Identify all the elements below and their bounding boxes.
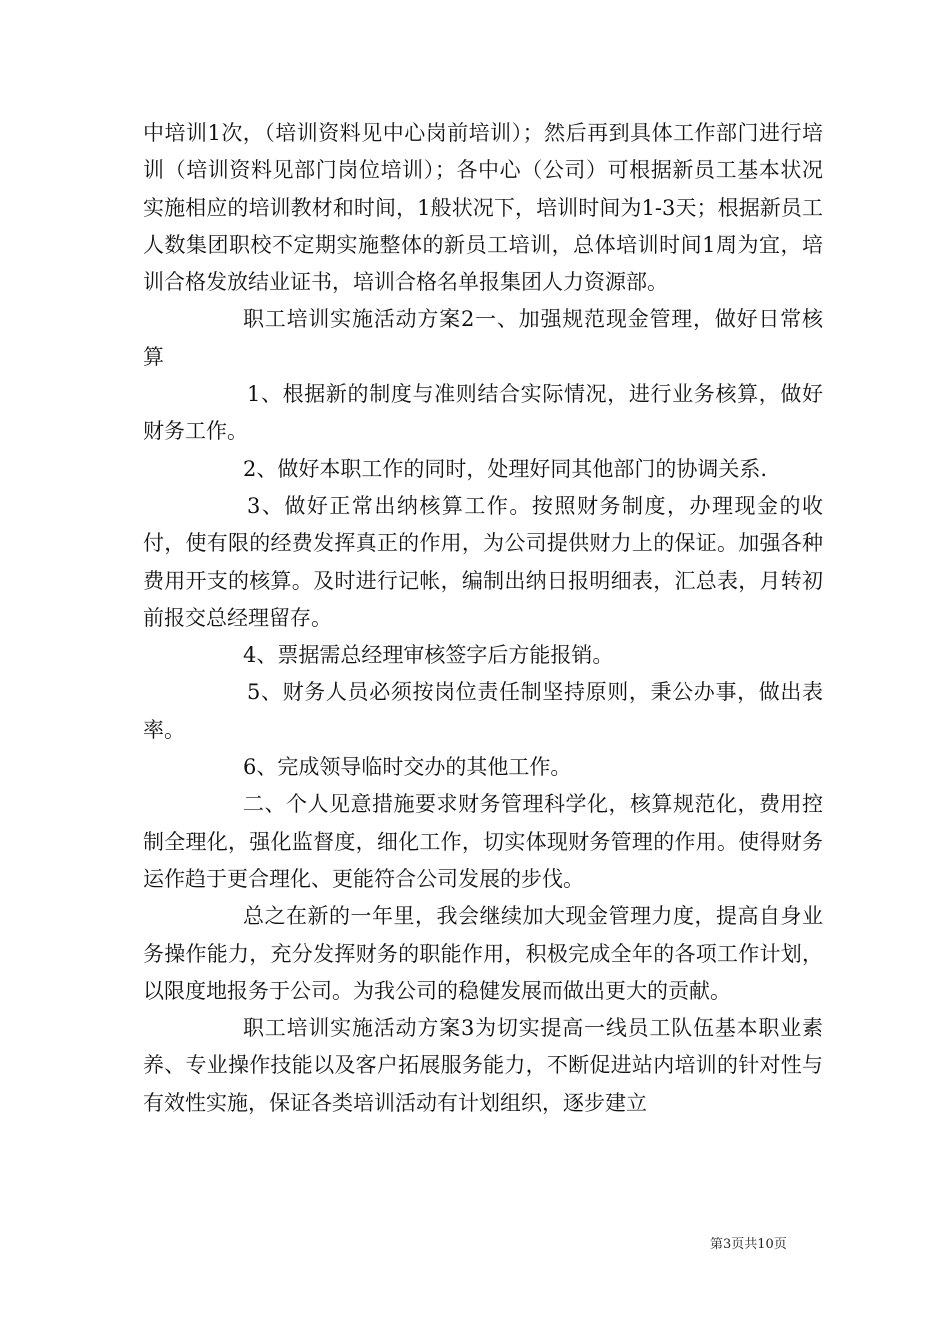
paragraph-plan-3-intro: 职工培训实施活动方案3为切实提高一线员工队伍基本职业素养、专业操作技能以及客户拓展服务能力，不断促进站内培训的针对性与有效性实施，保证各类培训活动有计划组织，逐步建立 (143, 1016, 823, 1115)
paragraph-item-5: 5、财务人员必须按岗位责任制坚持原则，秉公办事，做出表率。 (143, 680, 823, 742)
page-number-footer: 第3页共10页 (710, 1237, 787, 1252)
paragraph-section-2: 二、个人见意措施要求财务管理科学化，核算规范化，费用控制全理化，强化监督度，细化工作，切实体现财务管理的作用。使得财务运作趋于更合理化、更能符合公司发展的步伐。 (143, 792, 823, 891)
paragraph-item-6: 6、完成领导临时交办的其他工作。 (243, 755, 572, 780)
paragraph-new-staff-training: 中培训1次，（培训资料见中心岗前培训）；然后再到具体工作部门进行培训（培训资料见部门岗位培训）；各中心（公司）可根据新员工基本状况实施相应的培训教材和时间，1般状况下，培训时间为1-3天；根据新员工人数集团职校不定期实施整体的新员工培训，总体培训时间1周为宜，培训合格发放结业证书，培训合格名单报集团人力资源部。 (143, 121, 823, 295)
paragraph-item-3: 3、做好正常出纳核算工作。按照财务制度，办理现金的收付，使有限的经费发挥真正的作用，为公司提供财力上的保证。加强各种费用开支的核算。及时进行记帐，编制出纳日报明细表，汇总表，月转初前报交总经理留存。 (143, 493, 823, 630)
paragraph-item-1: 1、根据新的制度与准则结合实际情况，进行业务核算，做好财务工作。 (143, 382, 823, 444)
paragraph-conclusion: 总之在新的一年里，我会继续加大现金管理力度，提高自身业务操作能力，充分发挥财务的职能作用，积极完成全年的各项工作计划，以限度地报务于公司。为我公司的稳健发展而做出更大的贡献。 (143, 904, 823, 1003)
paragraph-item-4: 4、票据需总经理审核签字后方能报销。 (243, 643, 614, 668)
paragraph-plan-2-heading: 职工培训实施活动方案2一、加强规范现金管理，做好日常核算 (143, 307, 823, 369)
paragraph-item-2: 2、做好本职工作的同时，处理好同其他部门的协调关系. (243, 456, 768, 481)
body-text (143, 115, 823, 1122)
